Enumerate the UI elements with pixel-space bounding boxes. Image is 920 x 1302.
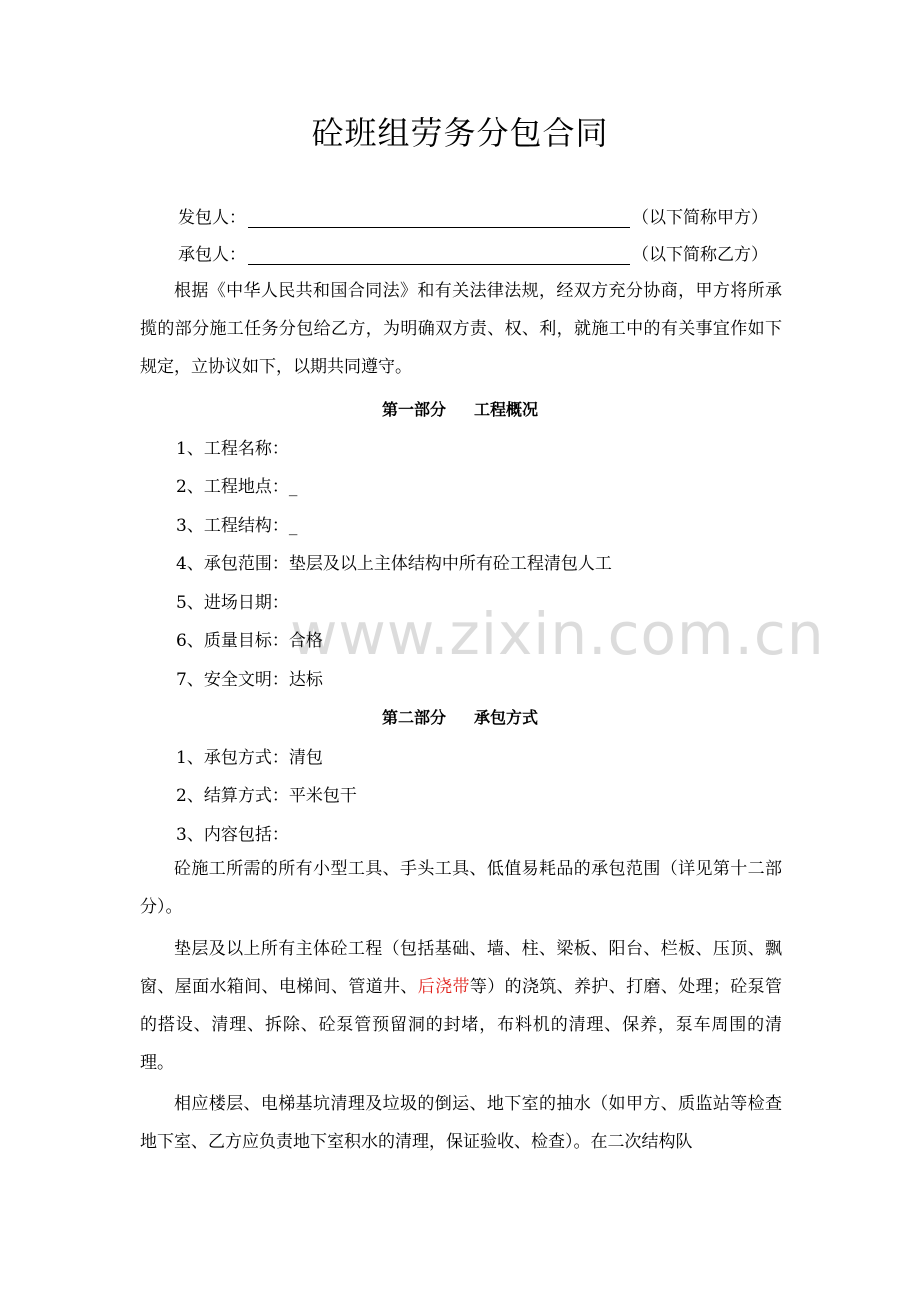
cleanup-paragraph: 相应楼层、电梯基坑清理及垃圾的倒运、地下室的抽水（如甲方、质监站等检查地下室、乙方应负责地下室积水的清理，保证验收、检查）。在二次结构队 xyxy=(140,1094,782,1152)
party-a-label: 发包人： xyxy=(178,208,246,228)
section2-heading-number: 第二部分 xyxy=(381,708,446,727)
concrete-scope-text-a: 垫层及以上所有主体砼工程（包括基础、墙、柱、梁板、阳台、栏板、压顶、飘窗、屋面水箱间、电梯间、管道井、 xyxy=(140,939,782,997)
party-b-label: 承包人： xyxy=(178,245,246,265)
party-b-suffix: （以下简称乙方） xyxy=(632,245,768,265)
intro-paragraph: 根据《中华人民共和国合同法》和有关法律法规，经双方充分协商，甲方将所承揽的部分施工任务分包给乙方，为明确双方责、权、利，就施工中的有关事宜作如下规定，立协议如下，以期共同遵守。 xyxy=(140,281,782,377)
party-a-suffix: （以下简称甲方） xyxy=(632,208,768,228)
section2-item-2: 2、结算方式：平米包干 xyxy=(176,786,357,806)
section1-item-6: 6、质量目标：合格 xyxy=(176,631,323,651)
party-b-blank-line[interactable] xyxy=(248,242,630,265)
tools-paragraph: 砼施工所需的所有小型工具、手头工具、低值易耗品的承包范围（详见第十二部分）。 xyxy=(140,859,782,917)
section1-item-1: 1、工程名称： xyxy=(176,439,289,459)
section2-heading xyxy=(0,705,920,728)
party-a-row xyxy=(178,196,778,228)
section2-item-1: 1、承包方式：清包 xyxy=(176,748,323,768)
section2-heading-title: 承包方式 xyxy=(474,708,539,727)
section1-item-3: 3、工程结构：_ xyxy=(176,516,298,536)
section1-item-2: 2、工程地点：_ xyxy=(176,477,298,497)
concrete-scope-paragraph xyxy=(140,930,782,1082)
section1-item-4: 4、承包范围：垫层及以上主体结构中所有砼工程清包人工 xyxy=(176,554,612,574)
post-pour-strip-highlight: 后浇带 xyxy=(417,977,470,997)
section1-heading-title: 工程概况 xyxy=(474,400,539,419)
party-b-row xyxy=(178,233,778,265)
section2-item-3: 3、内容包括： xyxy=(176,825,289,845)
concrete-scope-text-b: 等）的浇筑、养护、打磨、处理；砼泵管的搭设、清理、拆除、砼泵管预留洞的封堵，布料机的清理、保养，泵车周围的清理。 xyxy=(140,977,783,1073)
section1-heading-number: 第一部分 xyxy=(381,400,446,419)
section1-item-7: 7、安全文明：达标 xyxy=(176,670,323,690)
party-a-blank-line[interactable] xyxy=(248,205,630,228)
contract-title: 砼班组劳务分包合同 xyxy=(311,114,609,152)
watermark-text: www.zixin.com.cn xyxy=(290,600,825,668)
section1-heading xyxy=(0,397,920,420)
section1-item-5: 5、进场日期： xyxy=(176,593,289,613)
